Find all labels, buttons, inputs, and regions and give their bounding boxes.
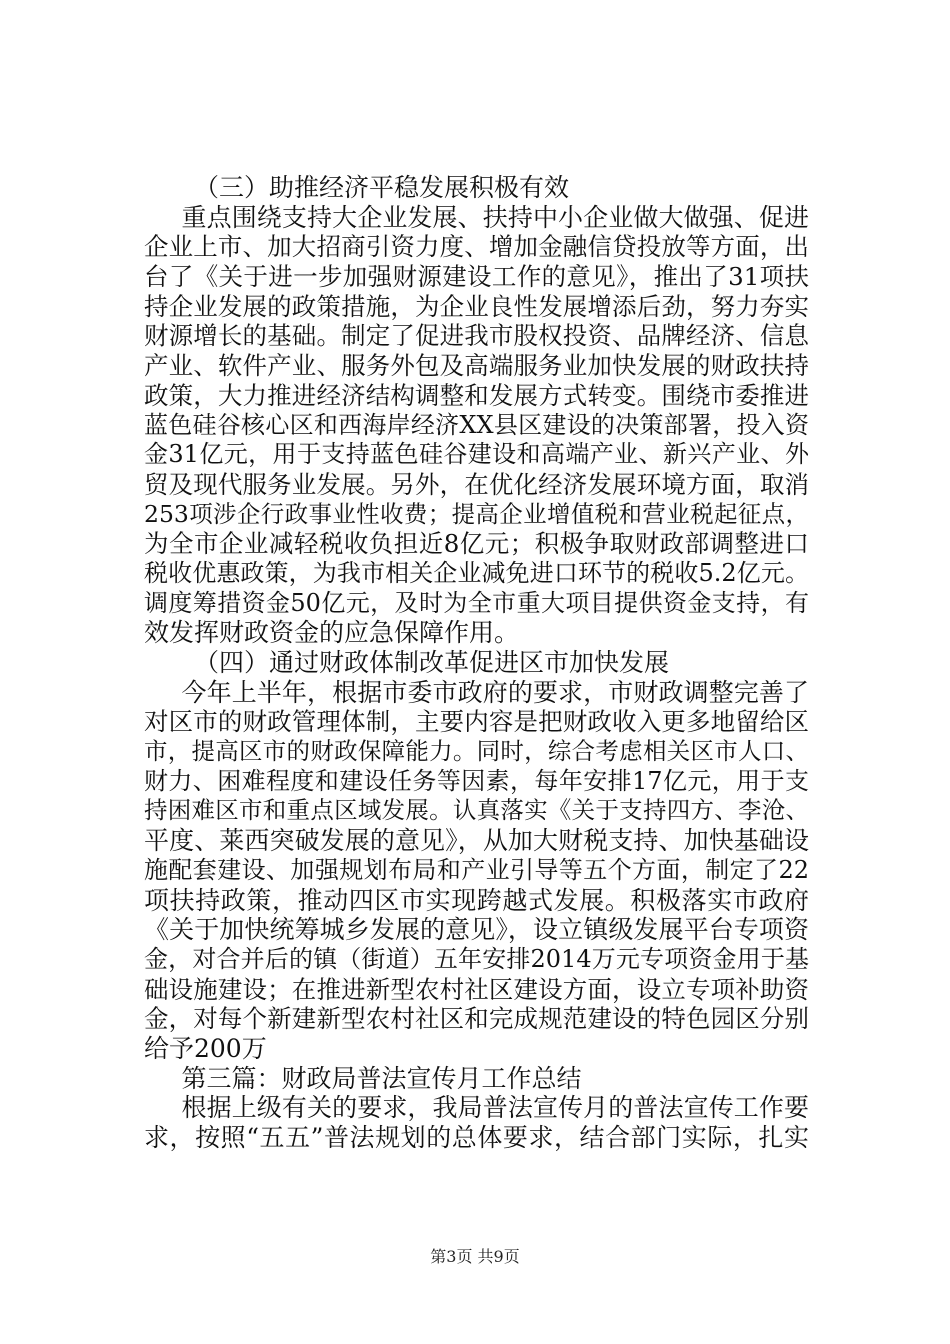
text-line: 金，对每个新建新型农村社区和完成规范建设的特色园区分别 — [144, 1004, 809, 1034]
page-footer: 第3页 共9页 — [430, 1247, 520, 1266]
text-line: 第三篇：财政局普法宣传月工作总结 — [181, 1063, 582, 1093]
text-line: 产业、软件产业、服务外包及高端服务业加快发展的财政扶持 — [144, 351, 809, 381]
text-line: 重点围绕支持大企业发展、扶持中小企业做大做强、促进 — [181, 202, 809, 232]
text-line: 贸及现代服务业发展。另外，在优化经济发展环境方面，取消 — [144, 469, 809, 499]
text-line: 项扶持政策，推动四区市实现跨越式发展。积极落实市政府 — [144, 885, 809, 915]
text-line: 金，对合并后的镇（街道）五年安排2014万元专项资金用于基 — [144, 944, 809, 973]
text-line: 效发挥财政资金的应急保障作用。 — [144, 618, 520, 648]
text-line: 政策，大力推进经济结构调整和发展方式转变。围绕市委推进 — [144, 380, 809, 410]
text-line: 对区市的财政管理体制，主要内容是把财政收入更多地留给区 — [144, 707, 809, 737]
text-line: 求，按照“五五”普法规划的总体要求，结合部门实际，扎实 — [144, 1123, 809, 1152]
text-line: 财源增长的基础。制定了促进我市股权投资、品牌经济、信息 — [144, 321, 809, 351]
text-line: 平度、莱西突破发展的意见》，从加大财税支持、加快基础设 — [144, 826, 809, 856]
text-line: 蓝色硅谷核心区和西海岸经济XX县区建设的决策部署，投入资 — [144, 410, 809, 439]
text-line: 财力、困难程度和建设任务等因素，每年安排17亿元，用于支 — [144, 766, 809, 795]
text-line: 企业上市、加大招商引资力度、增加金融信贷投放等方面，出 — [144, 232, 809, 262]
text-line: 金31亿元，用于支持蓝色硅谷建设和高端产业、新兴产业、外 — [144, 440, 809, 469]
text-line: 《关于加快统筹城乡发展的意见》，设立镇级发展平台专项资 — [144, 915, 809, 945]
text-line: 税收优惠政策，为我市相关企业减免进口环节的税收5.2亿元。 — [144, 558, 809, 587]
text-line: 市，提高区市的财政保障能力。同时，综合考虑相关区市人口、 — [144, 737, 809, 766]
text-line: （三）助推经济平稳发展积极有效 — [194, 173, 570, 202]
text-line: 调度筹措资金50亿元，及时为全市重大项目提供资金支持，有 — [144, 588, 809, 617]
text-line: 根据上级有关的要求，我局普法宣传月的普法宣传工作要 — [181, 1093, 809, 1123]
text-line: 持企业发展的政策措施，为企业良性发展增添后劲，努力夯实 — [144, 291, 809, 321]
text-line: 础设施建设；在推进新型农村社区建设方面，设立专项补助资 — [144, 974, 809, 1004]
text-line: 253项涉企行政事业性收费；提高企业增值税和营业税起征点， — [144, 499, 809, 528]
text-line: 持困难区市和重点区域发展。认真落实《关于支持四方、李沧、 — [144, 796, 809, 825]
text-line: （四）通过财政体制改革促进区市加快发展 — [194, 648, 670, 677]
document-body — [144, 173, 809, 1153]
text-line: 为全市企业减轻税收负担近8亿元；积极争取财政部调整进口 — [144, 529, 809, 559]
text-line: 施配套建设、加强规划布局和产业引导等五个方面，制定了22 — [144, 855, 809, 884]
text-line: 今年上半年，根据市委市政府的要求，市财政调整完善了 — [181, 677, 809, 707]
text-line: 台了《关于进一步加强财源建设工作的意见》，推出了31项扶 — [144, 262, 809, 292]
text-line: 给予200万 — [144, 1033, 267, 1063]
